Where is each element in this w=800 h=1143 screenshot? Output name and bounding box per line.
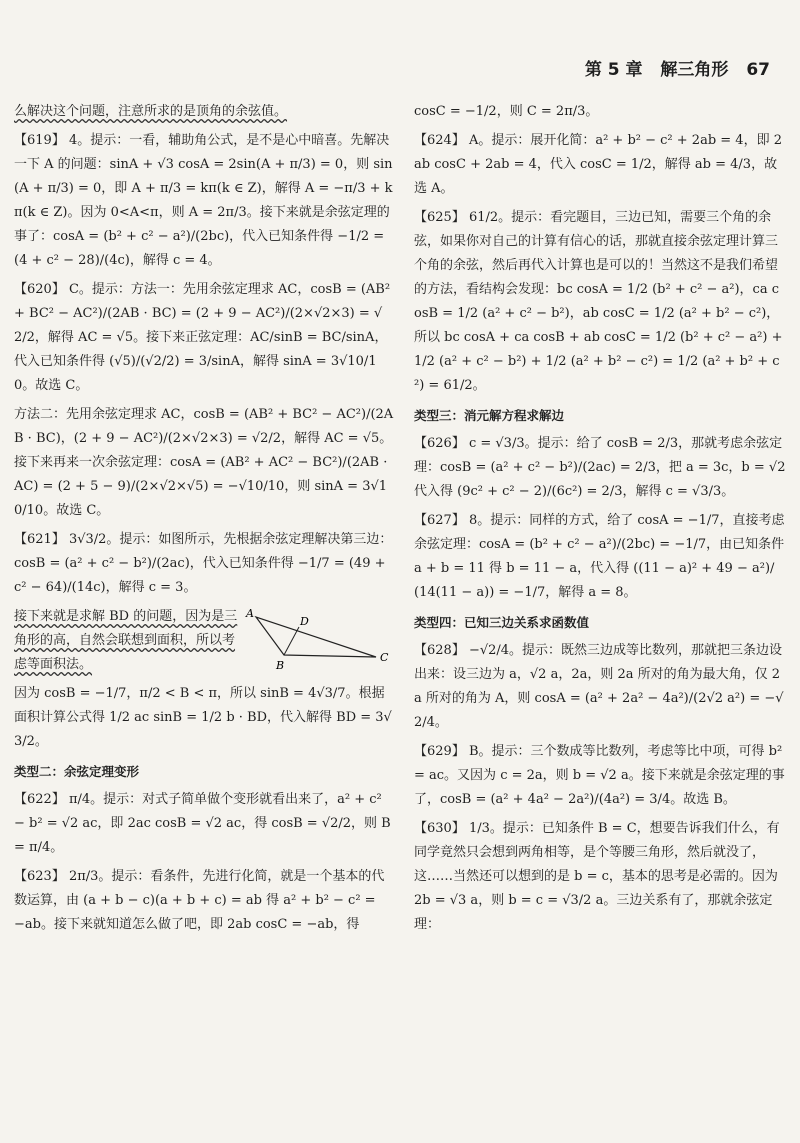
solution-627: 【627】 8。提示：同样的方式，给了 cosA = −1/7，直接考虑余弦定理：cosA = (b² + c² − a²)/(2bc) = −1/7，由已知条件 a + b = 11 得 b = 11 − a，代入得 ((11 − a)² + 49 − a²)/(14(11 − a)) = −1/7，解得 a = 8。 <box>414 513 785 600</box>
right-column <box>414 100 786 942</box>
section-heading-type-2: 类型二：余弦定理变形 <box>14 764 140 779</box>
solution-621-part-3: 因为 cosB = −1/7，π/2 < B < π，所以 sinB = 4√3/7。根据面积计算公式得 1/2 ac sinB = 1/2 b · BD，代入解得 BD = 3√3/2。 <box>14 686 392 749</box>
chapter-number: 第 5 章 <box>584 60 643 80</box>
left-column <box>14 100 394 942</box>
page-number: 67 <box>746 60 770 80</box>
triangle-abc <box>256 617 376 657</box>
label-a: A <box>246 607 254 620</box>
page-header <box>573 55 770 80</box>
solution-625: 【625】 61/2。提示：看完题目，三边已知，需要三个角的余弦，如果你对自己的计算有信心的话，那就直接余弦定理计算三个角的余弦，然后再代入计算也是可以的！当然这不是我们希望的方法，看结构会发现：bc cosA = 1/2 (b² + c² − a²)，ca cosB = 1/2 (a² + c² − b²)，ab cosC = 1/2 (a² + b² − c²)，所以 bc cosA + ca cosB + ab cosC = 1/2 (b² + c² − a²) + 1/2 (a² + c² − b²) + 1/2 (a² + b² − c²) = 1/2 (a² + b² + c²) = 61/2。 <box>414 210 783 393</box>
label-b: B <box>276 659 285 672</box>
solution-626: 【626】 c = √3/3。提示：给了 cosB = 2/3，那就考虑余弦定理：cosB = (a² + c² − b²)/(2ac) = 2/3，把 a = 3c，b = √2 代入得 (9c² + c² − 2)/(6c²) = 2/3，解得 c = √3/3。 <box>414 436 786 499</box>
solution-620-method-1: 【620】 C。提示：方法一：先用余弦定理求 AC，cosB = (AB² + BC² − AC²)/(2AB · BC) = (2 + 9 − AC²)/(2×√2×3) = √2/2，解得 AC = √5。接下来正弦定理：AC/sinB = BC/sinA，代入已知条件得 (√5)/(√2/2) = 3/sinA，解得 sinA = 3√10/10。故选 C。 <box>14 282 391 393</box>
solution-621-part-1: 【621】 3√3/2。提示：如图所示，先根据余弦定理解决第三边：cosB = (a² + c² − b²)/(2ac)，代入已知条件得 −1/7 = (49 + c² − 64)/(14c)，解得 c = 3。 <box>14 532 393 595</box>
label-c: C <box>380 651 389 664</box>
section-heading-type-3: 类型三：消元解方程求解边 <box>414 408 565 423</box>
label-d: D <box>300 615 309 628</box>
solution-623-end: cosC = −1/2，则 C = 2π/3。 <box>414 104 599 119</box>
solution-624: 【624】 A。提示：展开化简：a² + b² − c² + 2ab = 4，即 2ab cosC + 2ab = 4，代入 cosC = 1/2，解得 ab = 4/3，故选 A。 <box>414 133 782 196</box>
chapter-title: 解三角形 <box>660 60 729 80</box>
solution-620-method-2: 方法二：先用余弦定理求 AC，cosB = (AB² + BC² − AC²)/(2AB · BC)，(2 + 9 − AC²)/(2×√2×3) = √2/2，解得 AC = √5。接下来再来一次余弦定理：cosA = (AB² + AC² − BC²)/(2AB · AC) = (2 + 5 − 9)/(2×√2×√5) = −√10/10，则 sinA = 3√10/10。故选 C。 <box>14 407 394 518</box>
solution-622: 【622】 π/4。提示：对式子简单做个变形就看出来了，a² + c² − b² = √2 ac，即 2ac cosB = √2 ac，得 cosB = √2/2，则 B = π/4。 <box>14 792 391 855</box>
triangle-figure <box>244 605 394 675</box>
intro-line: 么解决这个问题，注意所求的是顶角的余弦值。 <box>14 104 288 119</box>
section-heading-type-4: 类型四：已知三边关系求函数值 <box>414 615 590 630</box>
solution-628: 【628】 −√2/4。提示：既然三边成等比数列，那就把三条边设出来：设三边为 a，√2 a，2a，则 2a 所对的角为最大角，仅 2a 所对的角为 A，则 cosA = (a² + 2a² − 4a²)/(2√2 a²) = −√2/4。 <box>414 643 784 730</box>
solution-619: 【619】 4。提示：一看，辅助角公式，是不是心中暗喜。先解决一下 A 的问题：sinA + √3 cosA = 2sin(A + π/3) = 0，则 sin(A + π/3) = 0，即 A + π/3 = kπ(k ∈ Z)，解得 A = −π/3 + kπ(k ∈ Z)。因为 0<A<π，则 A = 2π/3。接下来就是余弦定理的事了：cosA = (b² + c² − a²)/(2bc)，代入已知条件得 −1/2 = (4 + c² − 28)/(4c)，解得 c = 4。 <box>14 133 393 268</box>
solution-630: 【630】 1/3。提示：已知条件 B = C，想要告诉我们什么，有同学竟然只会想到两角相等，是个等腰三角形，然后就没了，这……当然还可以想到的是 b = c，基本的思考是必需的。因为 2b = √3 a，则 b = c = √3/2 a。三边关系有了，那就余弦定理： <box>414 821 780 932</box>
altitude-bd <box>284 627 299 655</box>
solution-623: 【623】 2π/3。提示：看条件，先进行化简，就是一个基本的代数运算，由 (a + b − c)(a + b + c) = ab 得 a² + b² − c² = −ab。接下来就知道怎么做了吧，即 2ab cosC = −ab，得 <box>14 869 385 932</box>
solution-629: 【629】 B。提示：三个数成等比数列，考虑等比中项，可得 b² = ac。又因为 c = 2a，则 b = √2 a。接下来就是余弦定理的事了，cosB = (a² + 4a² − 2a²)/(4a²) = 3/4。故选 B。 <box>414 744 785 807</box>
solution-621-part-2: 接下来就是求解 BD 的问题，因为是三角形的高，自然会联想到面积，所以考虑等面积法。 <box>14 609 238 672</box>
